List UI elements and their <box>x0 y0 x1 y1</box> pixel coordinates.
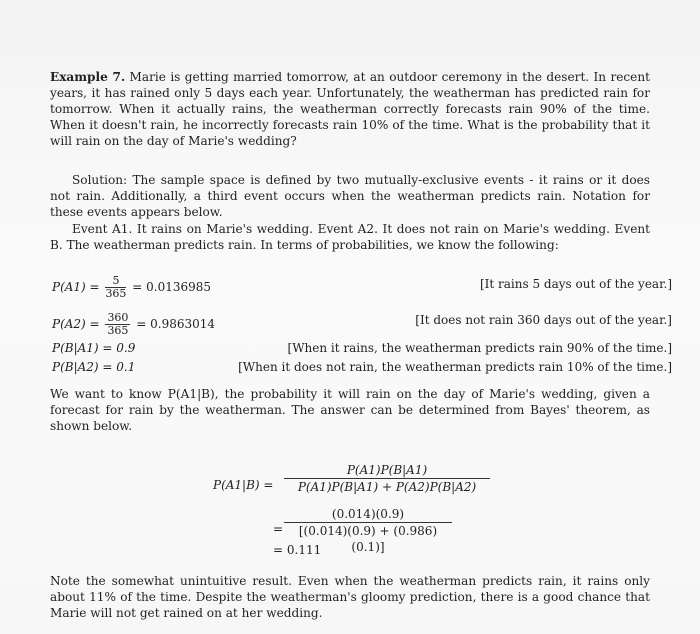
prob-a2-rhs: = 0.9863014 <box>136 317 216 331</box>
want-paragraph: We want to know P(A1|B), the probability it will rain on the day of Marie's wedding, given a forecast for rain by the weatherman. The answer can be determined from Bayes' theorem, as shown below. <box>50 387 650 433</box>
prob-row-a2 <box>52 311 216 337</box>
bayes-num-1: P(A1)P(B|A1) <box>284 462 490 479</box>
prob-a2-num: 360 <box>107 311 129 324</box>
events-paragraph: Event A1. It rains on Marie's wedding. Event A2. It does not rain on Marie's wedding. Event B. The weatherman predicts rain. In terms of probabilities, we know the following: <box>50 222 650 252</box>
prob-b-a1-note: [When it rains, the weatherman predicts rain 90% of the time.] <box>287 341 672 355</box>
bayes-fraction-1 <box>284 462 490 495</box>
prob-a1-num: 5 <box>105 275 126 288</box>
prob-a2-lhs: P(A2) = <box>52 317 100 331</box>
prob-a1-fraction <box>105 275 126 300</box>
prob-a2-den: 365 <box>107 324 129 337</box>
prob-a1-rhs: = 0.0136985 <box>132 280 212 294</box>
prob-a2-fraction <box>105 312 130 337</box>
example-paragraph <box>50 69 650 149</box>
bayes-eq-2: = <box>273 522 284 536</box>
bayes-result: = 0.111 <box>273 543 322 557</box>
prob-a1-den: 365 <box>105 287 127 300</box>
prob-a1-lhs: P(A1) = <box>52 280 100 294</box>
bayes-den-1: P(A1)P(B|A1) + P(A2)P(B|A2) <box>297 480 477 494</box>
bayes-num-2: (0.014)(0.9) <box>284 506 452 523</box>
prob-b-a2: P(B|A2) = 0.1 <box>52 360 136 374</box>
prob-b-a2-note: [When it does not rain, the weatherman predicts rain 10% of the time.] <box>238 360 672 374</box>
conclusion-paragraph: Note the somewhat unintuitive result. Even when the weatherman predicts rain, it rains only about 11% of the time. Despite the weatherman's gloomy prediction, there is a good chance that Marie will not get rained on at her wedding. <box>50 574 650 620</box>
example-text: Marie is getting married tomorrow, at an outdoor ceremony in the desert. In recent years, it has rained only 5 days each year. Unfortunately, the weatherman has predicted rain for tomorrow. When it actually rains, the weatherman correctly forecasts rain 90% of the time. When it doesn't rain, he incorrectly forecasts rain 10% of the time. What is the probability that it will rain on the day of Marie's wedding? <box>50 70 650 148</box>
prob-a1-note: [It rains 5 days out of the year.] <box>479 277 672 291</box>
example-label: Example 7. <box>50 70 126 84</box>
bayes-lhs: P(A1|B) = <box>213 478 274 492</box>
solution-paragraph: Solution: The sample space is defined by two mutually-exclusive events - it rains or it does not rain. Additionally, a third event occurs when the weatherman predicts rain. Notation for these events appears below. <box>50 173 650 219</box>
prob-row-a1 <box>52 274 212 300</box>
prob-b-a1: P(B|A1) = 0.9 <box>52 341 136 355</box>
prob-a2-note: [It does not rain 360 days out of the year.] <box>415 313 672 327</box>
bayes-den-2: [(0.014)(0.9) + (0.986)(0.1)] <box>298 524 438 554</box>
